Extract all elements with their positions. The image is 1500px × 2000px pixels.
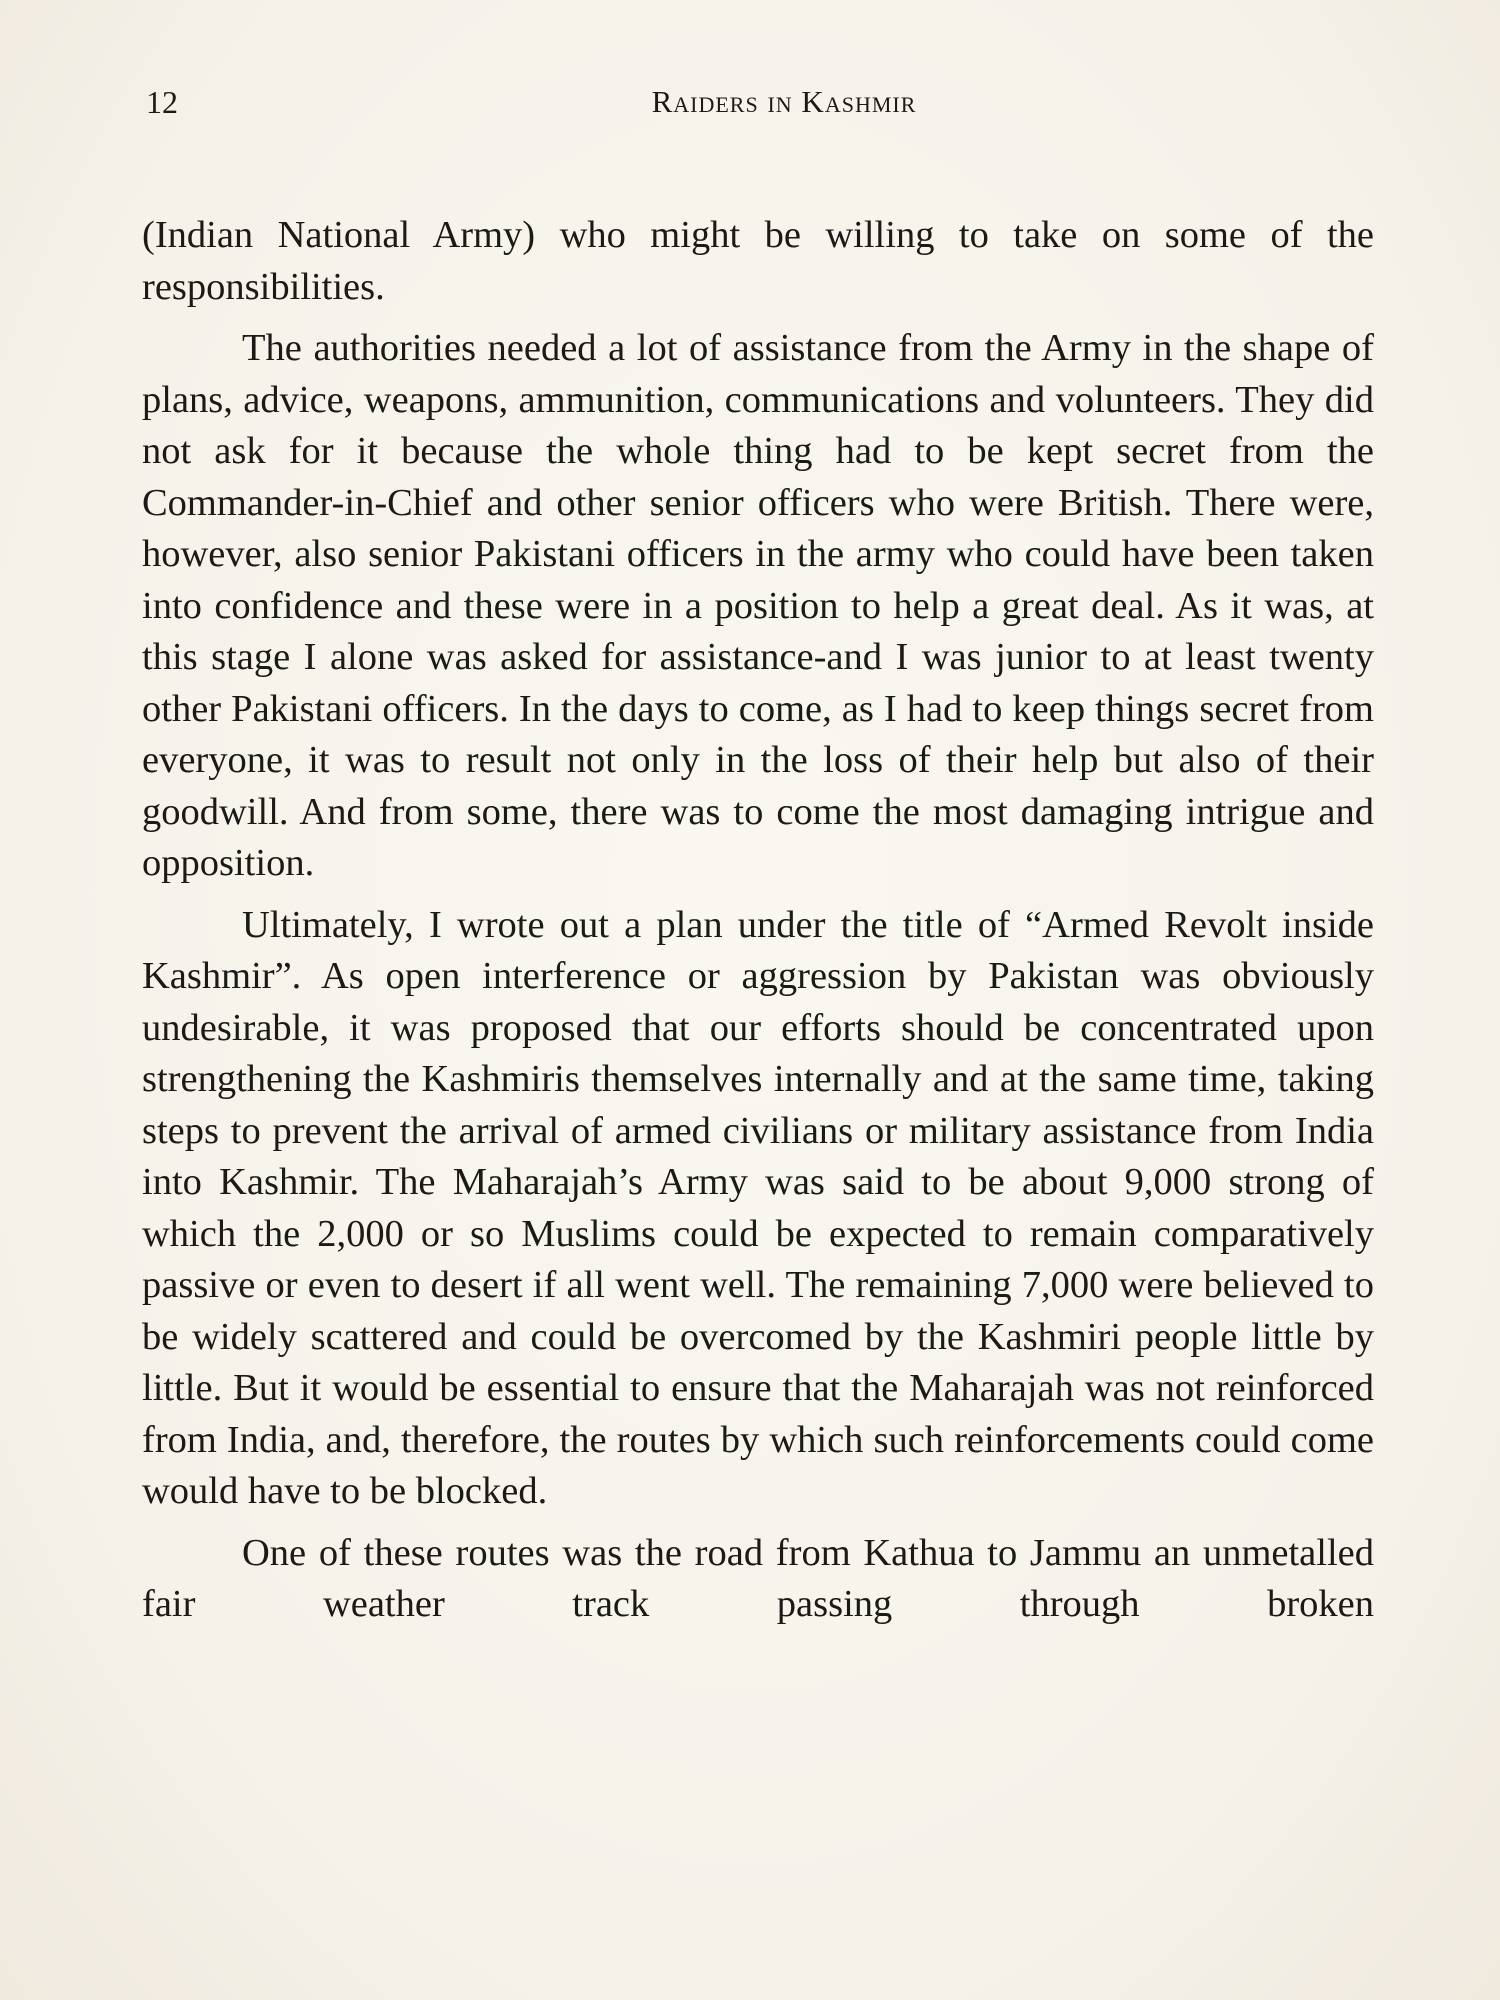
paragraph-3: Ultimately, I wrote out a plan under the title of “Armed Revolt inside Kashmir”. As open interference or aggression by Pakistan was obviously undesirable, it was proposed that our efforts should be concentrated upon strengthening the Kashmiris themselves internally and at the same time, taking steps to prevent the arrival of armed civilians or military assistance from India into Kashmir. The Maharajah’s Army was said to be about 9,000 strong of which the 2,000 or so Muslims could be expected to remain comparatively passive or even to desert if all went well. The remaining 7,000 were believed to be widely scattered and could be overcomed by the Kashmiri people little by little. But it would be essential to ensure that the Maharajah was not reinforced from India, and, therefore, the routes by which such reinforcements could come would have to be blocked.: [142, 903, 1374, 1512]
page-number: 12: [146, 84, 178, 120]
running-title: Raiders in Kashmir: [651, 84, 917, 119]
paragraph-1: (Indian National Army) who might be willing to take on some of the responsibilities.: [142, 214, 1374, 308]
paragraph-2: The authorities needed a lot of assistance from the Army in the shape of plans, advice, weapons, ammunition, communications and volunteers. They did not ask for it because the whole thing had to be kept secret from the Commander-in-Chief and other senior officers who were British. There were, however, also senior Pakistani officers in the army who could have been taken into confidence and these were in a position to help a great deal. As it was, at this stage I alone was asked for assistance-and I was junior to at least twenty other Pakistani officers. In the days to come, as I had to keep things secret from everyone, it was to result not only in the loss of their help but also of their goodwill. And from some, there was to come the most damaging intrigue and opposition.: [142, 327, 1374, 884]
body-text: [142, 210, 1374, 1641]
paragraph-4: One of these routes was the road from Kathua to Jammu an unmetalled fair weather track passing through broken: [142, 1531, 1374, 1625]
running-head: [146, 82, 1374, 122]
